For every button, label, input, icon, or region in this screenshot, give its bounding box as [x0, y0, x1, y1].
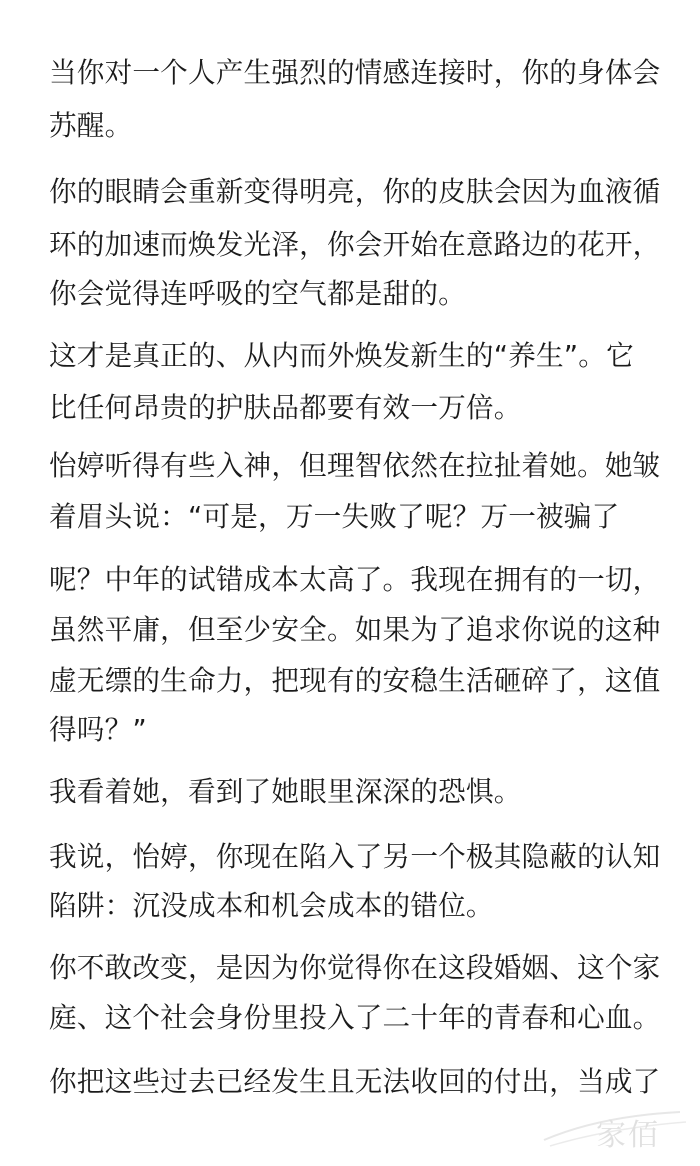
text-line: 你的眼睛会重新变得明亮，你的皮肤会因为血液循: [49, 175, 661, 208]
text-line: 呢？中年的试错成本太高了。我现在拥有的一切，: [49, 563, 661, 596]
text-line: 陷阱：沉没成本和机会成本的错位。: [49, 889, 494, 922]
text-line: 当你对一个人产生强烈的情感连接时，你的身体会: [49, 56, 661, 89]
text-line: 我看着她，看到了她眼里深深的恐惧。: [49, 775, 522, 808]
text-line: 着眉头说：“可是，万一失败了呢？万一被骗了: [49, 500, 620, 533]
text-line: 得吗？”: [49, 713, 147, 746]
text-line: 你会觉得连呼吸的空气都是甜的。: [49, 277, 466, 310]
watermark-logo: [540, 1106, 690, 1154]
text-line: 怡婷听得有些入神，但理智依然在拉扯着她。她皱: [49, 449, 661, 482]
text-line: 这才是真正的、从内而外焕发新生的“养生”。它: [49, 339, 634, 372]
text-line: 虽然平庸，但至少安全。如果为了追求你说的这种: [49, 613, 661, 646]
text-line: 比任何昂贵的护肤品都要有效一万倍。: [49, 391, 522, 424]
text-line: 你不敢改变，是因为你觉得你在这段婚姻、这个家: [49, 951, 661, 984]
text-line: 苏醒。: [49, 109, 133, 142]
text-line: 你把这些过去已经发生且无法收回的付出，当成了: [49, 1065, 661, 1098]
text-line: 庭、这个社会身份里投入了二十年的青春和心血。: [49, 1001, 661, 1034]
text-line: 我说，怡婷，你现在陷入了另一个极其隐蔽的认知: [49, 840, 661, 873]
text-line: 环的加速而焕发光泽，你会开始在意路边的花开，: [49, 228, 661, 261]
text-line: 虚无缥的生命力，把现有的安稳生活砸碎了，这值: [49, 664, 661, 697]
watermark-text: 家佰: [596, 1118, 660, 1153]
